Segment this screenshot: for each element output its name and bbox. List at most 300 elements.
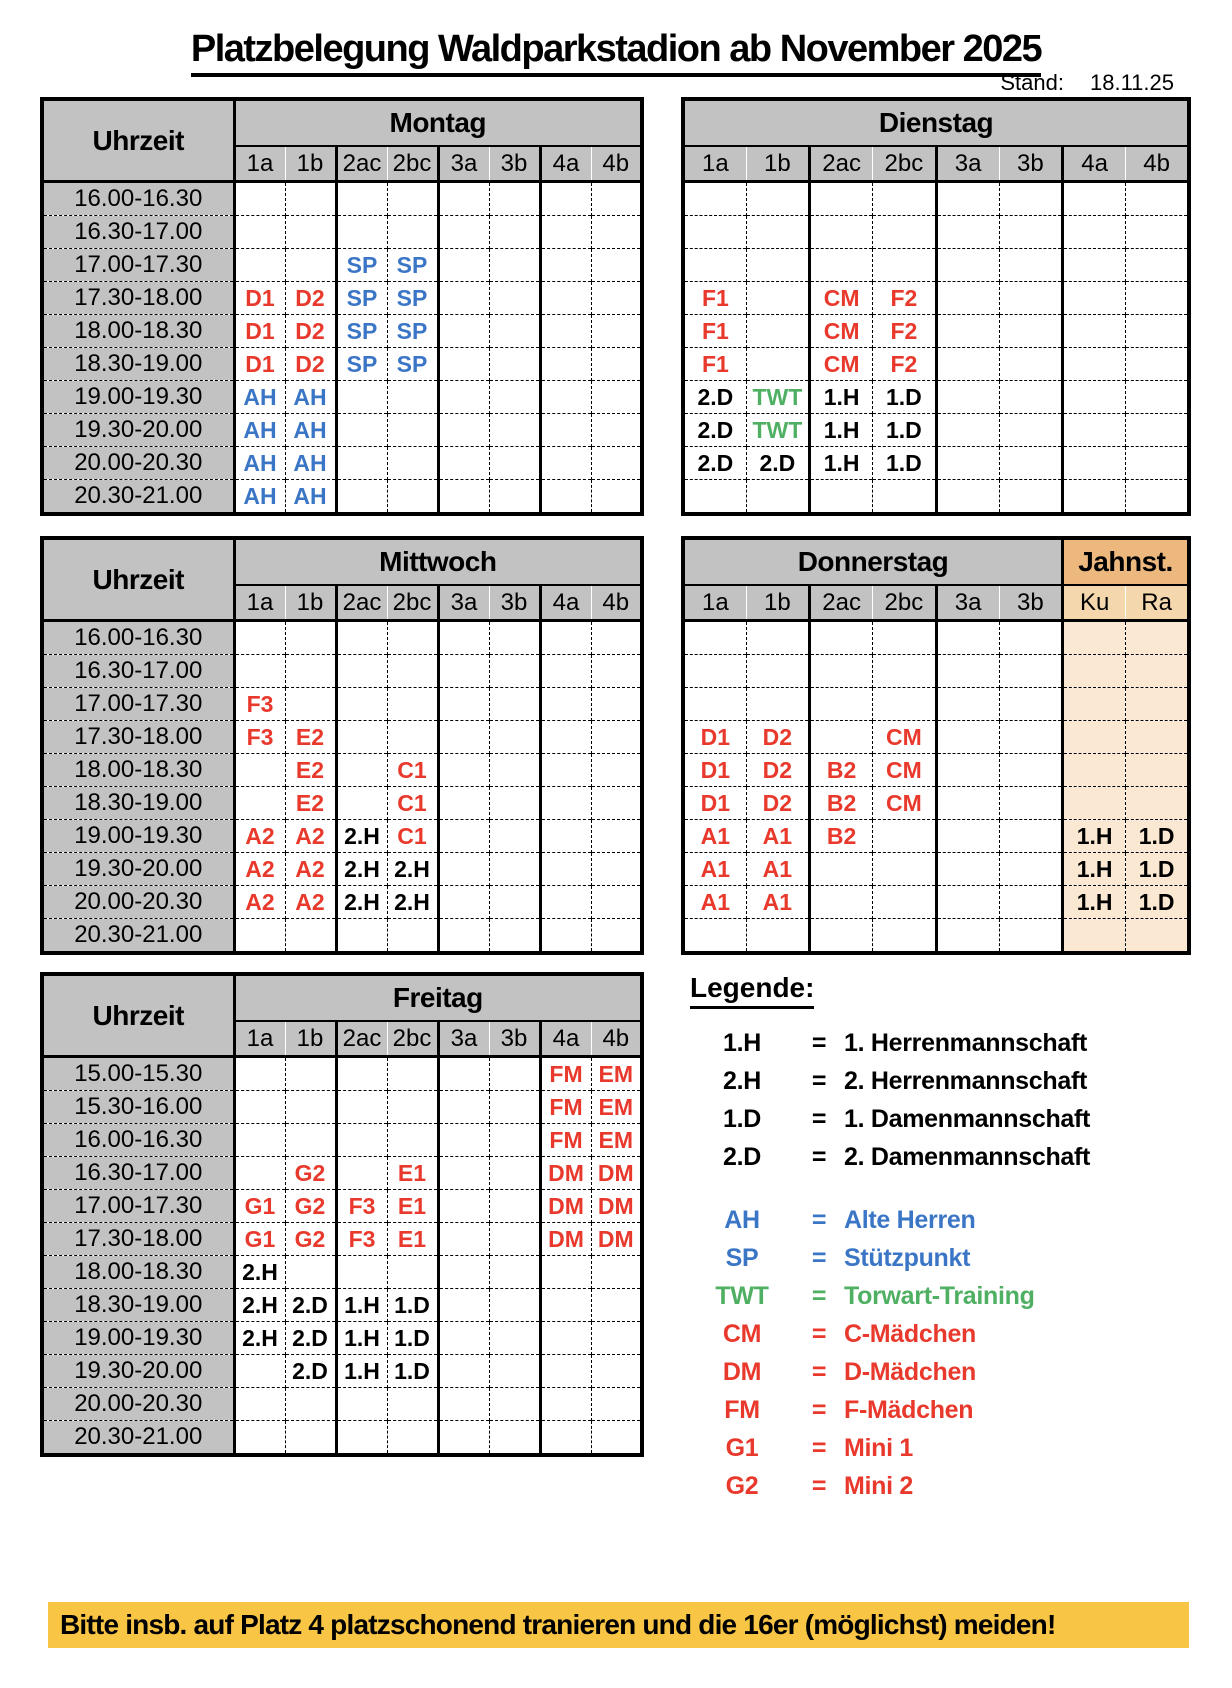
schedule-cell bbox=[936, 688, 999, 721]
time-label: 15.30-16.00 bbox=[42, 1091, 234, 1124]
schedule-cell: 1.D bbox=[387, 1322, 438, 1355]
legend-item-G2 bbox=[690, 1472, 1230, 1501]
schedule-cell: A1 bbox=[746, 853, 809, 886]
schedule-cell: F1 bbox=[683, 315, 746, 348]
schedule-cell bbox=[234, 216, 285, 249]
schedule-cell bbox=[438, 1322, 489, 1355]
schedule-cell bbox=[810, 919, 873, 954]
schedule-cell: AH bbox=[285, 447, 336, 480]
schedule-cell: 2.H bbox=[234, 1322, 285, 1355]
time-slot-row bbox=[42, 480, 642, 515]
schedule-cell bbox=[746, 688, 809, 721]
schedule-cell bbox=[999, 348, 1062, 381]
schedule-cell bbox=[540, 249, 591, 282]
schedule-cell: 1.H bbox=[810, 447, 873, 480]
schedule-cell bbox=[438, 1091, 489, 1124]
schedule-cell bbox=[591, 315, 642, 348]
schedule-cell bbox=[336, 688, 387, 721]
day-header-row bbox=[42, 538, 642, 585]
table-body bbox=[42, 182, 642, 515]
schedule-cell bbox=[591, 1256, 642, 1289]
time-slot-row bbox=[683, 621, 1189, 655]
schedule-cell bbox=[489, 480, 540, 515]
schedule-cell bbox=[746, 348, 809, 381]
schedule-cell: EM bbox=[591, 1091, 642, 1124]
schedule-cell bbox=[234, 1091, 285, 1124]
schedule-cell bbox=[438, 381, 489, 414]
time-slot-row bbox=[42, 216, 642, 249]
legend-items bbox=[690, 1029, 1230, 1501]
time-slot-row bbox=[42, 1124, 642, 1157]
schedule-cell bbox=[234, 621, 285, 655]
schedule-cell bbox=[999, 886, 1062, 919]
time-slot-row bbox=[42, 820, 642, 853]
schedule-cell bbox=[810, 721, 873, 754]
time-slot-row bbox=[683, 216, 1189, 249]
schedule-cell bbox=[438, 1421, 489, 1456]
schedule-cell bbox=[336, 787, 387, 820]
schedule-cell: 2.H bbox=[336, 886, 387, 919]
time-slot-row bbox=[683, 919, 1189, 954]
schedule-cell bbox=[1126, 381, 1189, 414]
schedule-cell bbox=[438, 754, 489, 787]
schedule-cell: 2.D bbox=[683, 381, 746, 414]
pitch-column-2bc: 2bc bbox=[387, 146, 438, 182]
pitch-column-3a: 3a bbox=[438, 585, 489, 621]
schedule-cell bbox=[489, 315, 540, 348]
schedule-cell bbox=[489, 820, 540, 853]
schedule-cell: D1 bbox=[683, 787, 746, 820]
schedule-cell bbox=[936, 182, 999, 216]
time-label: 20.00-20.30 bbox=[42, 447, 234, 480]
time-slot-row bbox=[42, 886, 642, 919]
time-slot-row bbox=[42, 1190, 642, 1223]
schedule-cell bbox=[810, 216, 873, 249]
schedule-cell: A1 bbox=[683, 820, 746, 853]
schedule-cell bbox=[336, 414, 387, 447]
schedule-cell: D2 bbox=[746, 721, 809, 754]
legend-description: Mini 2 bbox=[844, 1472, 914, 1500]
pitch-column-3a: 3a bbox=[936, 146, 999, 182]
schedule-cell bbox=[1063, 315, 1126, 348]
legend-item-1.H bbox=[690, 1029, 1230, 1058]
schedule-cell bbox=[591, 754, 642, 787]
schedule-cell: F1 bbox=[683, 348, 746, 381]
schedule-cell: A1 bbox=[683, 853, 746, 886]
schedule-cell bbox=[591, 1289, 642, 1322]
schedule-cell bbox=[540, 787, 591, 820]
schedule-cell: DM bbox=[591, 1223, 642, 1256]
schedule-cell: EM bbox=[591, 1057, 642, 1091]
schedule-cell bbox=[438, 853, 489, 886]
schedule-cell bbox=[1063, 754, 1126, 787]
schedule-cell bbox=[285, 688, 336, 721]
schedule-cell: D1 bbox=[683, 721, 746, 754]
schedule-cell bbox=[438, 919, 489, 954]
schedule-cell bbox=[234, 787, 285, 820]
time-slot-row bbox=[42, 1157, 642, 1190]
schedule-cell bbox=[591, 820, 642, 853]
schedule-cell bbox=[683, 919, 746, 954]
schedule-cell: 2.H bbox=[234, 1289, 285, 1322]
schedule-cell: C1 bbox=[387, 820, 438, 853]
legend-item-CM bbox=[690, 1320, 1230, 1349]
schedule-cell: AH bbox=[234, 480, 285, 515]
time-slot-row bbox=[683, 249, 1189, 282]
time-label: 15.00-15.30 bbox=[42, 1057, 234, 1091]
schedule-cell bbox=[489, 754, 540, 787]
pitch-column-4a: 4a bbox=[540, 1021, 591, 1057]
schedule-cell: E2 bbox=[285, 754, 336, 787]
schedule-cell bbox=[746, 216, 809, 249]
schedule-cell: C1 bbox=[387, 754, 438, 787]
schedule-cell bbox=[1126, 216, 1189, 249]
legend-equals: = bbox=[811, 1472, 827, 1500]
schedule-cell bbox=[438, 447, 489, 480]
schedule-cell bbox=[489, 1388, 540, 1421]
schedule-cell bbox=[810, 655, 873, 688]
schedule-cell bbox=[1126, 249, 1189, 282]
schedule-cell bbox=[438, 414, 489, 447]
schedule-cell bbox=[683, 249, 746, 282]
schedule-cell bbox=[489, 216, 540, 249]
schedule-cell: G2 bbox=[285, 1190, 336, 1223]
schedule-cell bbox=[489, 447, 540, 480]
pitch-column-1b: 1b bbox=[285, 146, 336, 182]
schedule-cell bbox=[1063, 655, 1126, 688]
schedule-cell bbox=[999, 480, 1062, 515]
table-header bbox=[683, 538, 1189, 621]
schedule-cell bbox=[1063, 216, 1126, 249]
schedule-cell bbox=[285, 1421, 336, 1456]
schedule-cell: A2 bbox=[234, 886, 285, 919]
schedule-cell bbox=[336, 655, 387, 688]
schedule-cell: SP bbox=[387, 348, 438, 381]
schedule-cell: F3 bbox=[234, 721, 285, 754]
schedule-cell: B2 bbox=[810, 787, 873, 820]
pitch-column-1b: 1b bbox=[285, 1021, 336, 1057]
legend-equals: = bbox=[811, 1282, 827, 1310]
schedule-cell: AH bbox=[285, 381, 336, 414]
schedule-cell bbox=[438, 621, 489, 655]
schedule-cell bbox=[438, 820, 489, 853]
schedule-cell: D1 bbox=[683, 754, 746, 787]
schedule-cell bbox=[683, 216, 746, 249]
schedule-cell bbox=[234, 182, 285, 216]
pitch-column-3b: 3b bbox=[999, 585, 1062, 621]
schedule-cell bbox=[438, 688, 489, 721]
time-slot-row bbox=[683, 853, 1189, 886]
table-mittwoch bbox=[40, 536, 644, 955]
schedule-cell: D1 bbox=[234, 315, 285, 348]
schedule-cell bbox=[438, 182, 489, 216]
pitch-column-2bc: 2bc bbox=[387, 585, 438, 621]
schedule-cell: TWT bbox=[746, 414, 809, 447]
schedule-cell bbox=[234, 1124, 285, 1157]
schedule-cell bbox=[540, 1256, 591, 1289]
schedule-cell bbox=[438, 216, 489, 249]
schedule-cell: E1 bbox=[387, 1223, 438, 1256]
schedule-cell bbox=[285, 1256, 336, 1289]
schedule-cell bbox=[540, 182, 591, 216]
schedule-cell bbox=[489, 381, 540, 414]
schedule-cell bbox=[591, 688, 642, 721]
legend-item-G1 bbox=[690, 1434, 1230, 1463]
time-label: 17.30-18.00 bbox=[42, 1223, 234, 1256]
legend-description: 2. Herrenmannschaft bbox=[844, 1067, 1087, 1095]
schedule-cell bbox=[936, 381, 999, 414]
schedule-cell bbox=[540, 853, 591, 886]
table-body bbox=[42, 1057, 642, 1456]
schedule-cell bbox=[1063, 414, 1126, 447]
schedule-cell: A1 bbox=[746, 886, 809, 919]
schedule-cell bbox=[336, 754, 387, 787]
schedule-cell: F2 bbox=[873, 348, 936, 381]
legend-abbr: G1 bbox=[725, 1434, 759, 1462]
schedule-cell bbox=[999, 414, 1062, 447]
table-body bbox=[683, 182, 1189, 515]
schedule-cell bbox=[936, 480, 999, 515]
schedule-cell bbox=[438, 249, 489, 282]
time-label: 16.30-17.00 bbox=[42, 655, 234, 688]
schedule-cell bbox=[873, 480, 936, 515]
time-label: 17.00-17.30 bbox=[42, 249, 234, 282]
schedule-cell bbox=[873, 249, 936, 282]
schedule-cell: E1 bbox=[387, 1190, 438, 1223]
schedule-cell bbox=[336, 216, 387, 249]
pitch-column-2ac: 2ac bbox=[336, 146, 387, 182]
time-slot-row bbox=[683, 414, 1189, 447]
time-slot-row bbox=[683, 820, 1189, 853]
schedule-cell bbox=[1063, 381, 1126, 414]
schedule-cell bbox=[1063, 919, 1126, 954]
time-slot-row bbox=[683, 721, 1189, 754]
pitch-column-4a: 4a bbox=[540, 146, 591, 182]
schedule-cell: C1 bbox=[387, 787, 438, 820]
pitch-column-Ku: Ku bbox=[1063, 585, 1126, 621]
schedule-cell bbox=[1126, 447, 1189, 480]
schedule-cell: 1.D bbox=[387, 1289, 438, 1322]
schedule-cell bbox=[438, 1223, 489, 1256]
schedule-cell bbox=[540, 655, 591, 688]
schedule-cell bbox=[591, 282, 642, 315]
schedule-cell bbox=[285, 1091, 336, 1124]
schedule-cell bbox=[810, 480, 873, 515]
legend bbox=[690, 972, 1230, 1510]
legend-abbr: CM bbox=[722, 1320, 762, 1348]
footer-note bbox=[48, 1602, 1189, 1648]
schedule-cell bbox=[936, 621, 999, 655]
schedule-cell bbox=[438, 315, 489, 348]
legend-item-TWT bbox=[690, 1282, 1230, 1311]
table-dienstag bbox=[681, 97, 1191, 516]
schedule-cell bbox=[489, 1421, 540, 1456]
schedule-cell bbox=[387, 1421, 438, 1456]
schedule-cell bbox=[1126, 919, 1189, 954]
schedule-cell: 2.H bbox=[336, 820, 387, 853]
schedule-cell bbox=[438, 787, 489, 820]
schedule-cell bbox=[540, 919, 591, 954]
legend-abbr: 2.D bbox=[722, 1143, 761, 1171]
schedule-cell bbox=[285, 621, 336, 655]
schedule-cell bbox=[936, 249, 999, 282]
schedule-cell: SP bbox=[336, 315, 387, 348]
schedule-cell bbox=[489, 282, 540, 315]
table-header bbox=[683, 99, 1189, 182]
schedule-cell: A1 bbox=[746, 820, 809, 853]
schedule-cell: D2 bbox=[285, 282, 336, 315]
time-slot-row bbox=[42, 919, 642, 954]
schedule-cell bbox=[591, 1421, 642, 1456]
pitch-column-4b: 4b bbox=[1126, 146, 1189, 182]
schedule-cell: D1 bbox=[234, 348, 285, 381]
time-label: 18.30-19.00 bbox=[42, 348, 234, 381]
schedule-cell bbox=[810, 621, 873, 655]
schedule-cell bbox=[387, 688, 438, 721]
legend-abbr: DM bbox=[722, 1358, 762, 1386]
schedule-cell bbox=[234, 1388, 285, 1421]
schedule-cell bbox=[1126, 721, 1189, 754]
schedule-cell: SP bbox=[387, 282, 438, 315]
schedule-cell bbox=[999, 621, 1062, 655]
schedule-cell bbox=[540, 447, 591, 480]
schedule-cell bbox=[234, 249, 285, 282]
schedule-cell bbox=[591, 216, 642, 249]
schedule-cell bbox=[746, 480, 809, 515]
schedule-cell bbox=[746, 182, 809, 216]
schedule-cell: 2.D bbox=[683, 447, 746, 480]
time-slot-row bbox=[683, 480, 1189, 515]
schedule-cell bbox=[936, 919, 999, 954]
time-label: 18.30-19.00 bbox=[42, 787, 234, 820]
schedule-cell bbox=[1126, 480, 1189, 515]
jahnst-header: Jahnst. bbox=[1063, 538, 1190, 585]
schedule-cell bbox=[999, 721, 1062, 754]
time-label: 16.30-17.00 bbox=[42, 1157, 234, 1190]
schedule-cell: 1.D bbox=[1126, 820, 1189, 853]
schedule-cell: E2 bbox=[285, 721, 336, 754]
time-label: 16.30-17.00 bbox=[42, 216, 234, 249]
schedule-cell: 1.H bbox=[336, 1289, 387, 1322]
schedule-cell bbox=[285, 1388, 336, 1421]
schedule-cell: 2.D bbox=[683, 414, 746, 447]
pitch-column-2ac: 2ac bbox=[810, 146, 873, 182]
schedule-cell: F3 bbox=[336, 1190, 387, 1223]
schedule-cell bbox=[336, 1124, 387, 1157]
legend-equals: = bbox=[811, 1434, 827, 1462]
schedule-cell: 1.D bbox=[873, 447, 936, 480]
time-slot-row bbox=[42, 1256, 642, 1289]
schedule-cell bbox=[540, 721, 591, 754]
schedule-cell: 1.D bbox=[1126, 853, 1189, 886]
time-label: 19.30-20.00 bbox=[42, 853, 234, 886]
schedule-cell: F2 bbox=[873, 282, 936, 315]
time-slot-row bbox=[42, 787, 642, 820]
schedule-cell: G1 bbox=[234, 1223, 285, 1256]
day-header-row bbox=[42, 99, 642, 146]
time-slot-row bbox=[42, 1289, 642, 1322]
legend-abbr: AH bbox=[724, 1206, 760, 1234]
schedule-cell bbox=[999, 381, 1062, 414]
pitch-column-2ac: 2ac bbox=[810, 585, 873, 621]
schedule-cell bbox=[936, 414, 999, 447]
schedule-cell: 2.H bbox=[234, 1256, 285, 1289]
schedule-cell bbox=[387, 1124, 438, 1157]
time-slot-row bbox=[683, 447, 1189, 480]
schedule-cell bbox=[489, 182, 540, 216]
schedule-cell bbox=[387, 1057, 438, 1091]
schedule-cell bbox=[936, 853, 999, 886]
schedule-cell bbox=[591, 249, 642, 282]
legend-description: Stützpunkt bbox=[844, 1244, 971, 1272]
time-slot-row bbox=[683, 754, 1189, 787]
schedule-cell bbox=[336, 447, 387, 480]
schedule-cell bbox=[683, 688, 746, 721]
pitch-column-1a: 1a bbox=[234, 585, 285, 621]
schedule-cell bbox=[387, 721, 438, 754]
time-slot-row bbox=[42, 1421, 642, 1456]
time-slot-row bbox=[42, 1355, 642, 1388]
schedule-cell: CM bbox=[873, 787, 936, 820]
schedule-cell bbox=[540, 886, 591, 919]
schedule-cell bbox=[234, 1355, 285, 1388]
legend-item-1.D bbox=[690, 1105, 1230, 1134]
schedule-cell: D2 bbox=[746, 787, 809, 820]
schedule-cell bbox=[336, 1256, 387, 1289]
time-slot-row bbox=[683, 381, 1189, 414]
schedule-cell bbox=[873, 820, 936, 853]
table-header bbox=[42, 99, 642, 182]
day-header-montag: Montag bbox=[234, 99, 642, 146]
time-slot-row bbox=[683, 688, 1189, 721]
table-header bbox=[42, 974, 642, 1057]
time-label: 18.00-18.30 bbox=[42, 754, 234, 787]
schedule-cell bbox=[438, 721, 489, 754]
schedule-cell bbox=[591, 655, 642, 688]
schedule-cell: G2 bbox=[285, 1157, 336, 1190]
schedule-cell: 1.H bbox=[810, 381, 873, 414]
time-label: 19.00-19.30 bbox=[42, 381, 234, 414]
time-label: 19.00-19.30 bbox=[42, 1322, 234, 1355]
legend-description: D-Mädchen bbox=[844, 1358, 977, 1386]
schedule-cell bbox=[936, 447, 999, 480]
schedule-cell: 1.H bbox=[1063, 886, 1126, 919]
schedule-cell bbox=[387, 414, 438, 447]
schedule-cell bbox=[540, 1355, 591, 1388]
schedule-cell bbox=[387, 1091, 438, 1124]
schedule-cell bbox=[489, 853, 540, 886]
day-header-mittwoch: Mittwoch bbox=[234, 538, 642, 585]
schedule-cell: D2 bbox=[746, 754, 809, 787]
legend-item-2.D bbox=[690, 1143, 1230, 1172]
schedule-cell: F1 bbox=[683, 282, 746, 315]
schedule-cell: TWT bbox=[746, 381, 809, 414]
schedule-cell bbox=[540, 315, 591, 348]
schedule-cell bbox=[936, 721, 999, 754]
pitch-column-1b: 1b bbox=[746, 585, 809, 621]
schedule-cell bbox=[999, 216, 1062, 249]
schedule-cell: 1.H bbox=[810, 414, 873, 447]
legend-equals: = bbox=[811, 1320, 827, 1348]
schedule-cell bbox=[1063, 282, 1126, 315]
legend-abbr: 1.H bbox=[722, 1029, 761, 1057]
schedule-cell bbox=[1126, 655, 1189, 688]
schedule-cell bbox=[438, 1388, 489, 1421]
schedule-cell bbox=[285, 1057, 336, 1091]
schedule-cell bbox=[810, 182, 873, 216]
legend-abbr: 2.H bbox=[722, 1067, 761, 1095]
schedule-cell bbox=[489, 787, 540, 820]
